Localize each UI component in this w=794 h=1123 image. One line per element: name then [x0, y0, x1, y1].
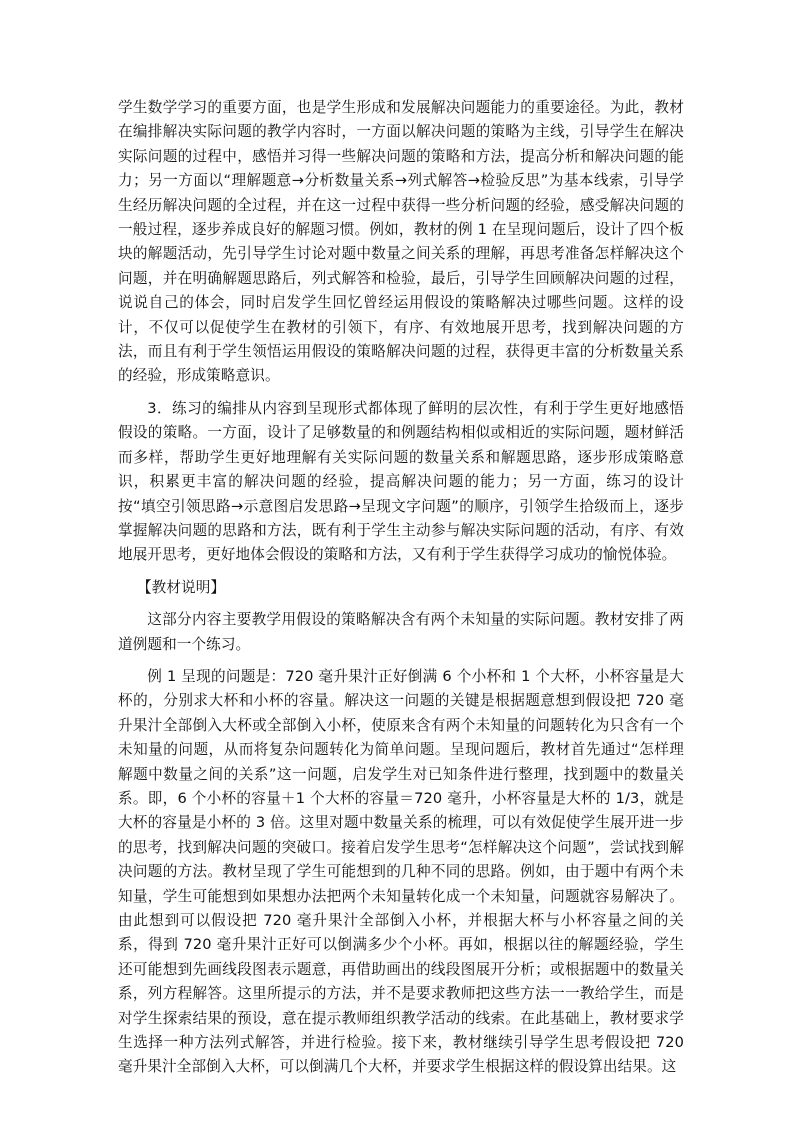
document-page: [118, 96, 684, 1080]
paragraph-content-overview: 这部分内容主要教学用假设的策略解决含有两个未知量的实际问题。教材安排了两道例题和一个练习。: [118, 611, 684, 653]
section-heading-textbook-notes: 【教材说明】: [136, 578, 226, 596]
paragraph-strategy-continuation: 学生数学学习的重要方面，也是学生形成和发展解决问题能力的重要途径。为此，教材在编排解决实际问题的教学内容时，一方面以解决问题的策略为主线，引导学生在解决实际问题的过程中，感悟并习得一些解决问题的策略和方法，提高分析和解决问题的能力；另一方面以“理解题意→分析数量关系→列式解答→检验反思”为基本线索，引导学生经历解决问题的全过程，并在这一过程中获得一些分析问题的经验，感受解决问题的一般过程，逐步养成良好的解题习惯。例如，教材的例 1 在呈现问题后，设计了四个板块的解题活动，先引导学生讨论对题中数量之间关系的理解，再思考准备怎样解决这个问题，并在明确解题思路后，列式解答和检验，最后，引导学生回顾解决问题的过程，说说自己的体会，同时启发学生回忆曾经运用假设的策略解决过哪些问题。这样的设计，不仅可以促使学生在教材的引领下，有序、有效地展开思考，找到解决问题的方法，而且有利于学生领悟运用假设的策略解决问题的过程，获得更丰富的分析数量关系的经验，形成策略意识。: [118, 99, 684, 385]
paragraph-example-1: 例 1 呈现的问题是：720 毫升果汁正好倒满 6 个小杯和 1 个大杯，小杯容量是大杯的，分别求大杯和小杯的容量。解决这一问题的关键是根据题意想到假设把 720 毫升果汁全部倒入大杯或全部倒入小杯，使原来含有两个未知量的问题转化为只含有一个未知量的问题，从而将复杂问题转化为简单问题。呈现问题后，教材首先通过“怎样理解题中数量之间的关系”这一问题，启发学生对已知条件进行整理，找到题中的数量关系。即，6 个小杯的容量＋1 个大杯的容量＝720 毫升，小杯容量是大杯的 1/3，就是大杯的容量是小杯的 3 倍。这里对题中数量关系的梳理，可以有效促使学生展开进一步的思考，找到解决问题的突破口。接着启发学生思考“怎样解决这个问题”，尝试找到解决问题的方法。教材呈现了学生可能想到的几种不同的思路。例如，由于题中有两个未知量，学生可能想到如果想办法把两个未知量转化成一个未知量，问题就容易解决了。由此想到可以假设把 720 毫升果汁全部倒入小杯，并根据大杯与小杯容量之间的关系，得到 720 毫升果汁正好可以倒满多少个小杯。再如，根据以往的解题经验，学生还可能想到先画线段图表示题意，再借助画出的线段图展开分析；或根据题中的数量关系，列方程解答。这里所提示的方法，并不是要求教师把这些方法一一教给学生，而是对学生探索结果的预设，意在提示教师组织教学活动的线索。在此基础上，教材要求学生选择一种方法列式解答，并进行检验。接下来，教材继续引导学生思考假设把 720 毫升果汁全部倒入大杯，可以倒满几个大杯，并要求学生根据这样的假设算出结果。这: [118, 667, 684, 1076]
paragraph-exercise-design: 3．练习的编排从内容到呈现形式都体现了鲜明的层次性，有利于学生更好地感悟假设的策略。一方面，设计了足够数量的和例题结构相似或相近的实际问题，题材鲜活而多样，帮助学生更好地理解有关实际问题的数量关系和解题思路，逐步形成策略意识，积累更丰富的解决问题的经验，提高解决问题的能力；另一方面，练习的设计按“填空引领思路→示意图启发思路→呈现文字问题”的顺序，引领学生拾级而上，逐步掌握解决问题的思路和方法，既有利于学生主动参与解决实际问题的活动，有序、有效地展开思考，更好地体会假设的策略和方法，又有利于学生获得学习成功的愉悦体验。: [118, 399, 684, 564]
